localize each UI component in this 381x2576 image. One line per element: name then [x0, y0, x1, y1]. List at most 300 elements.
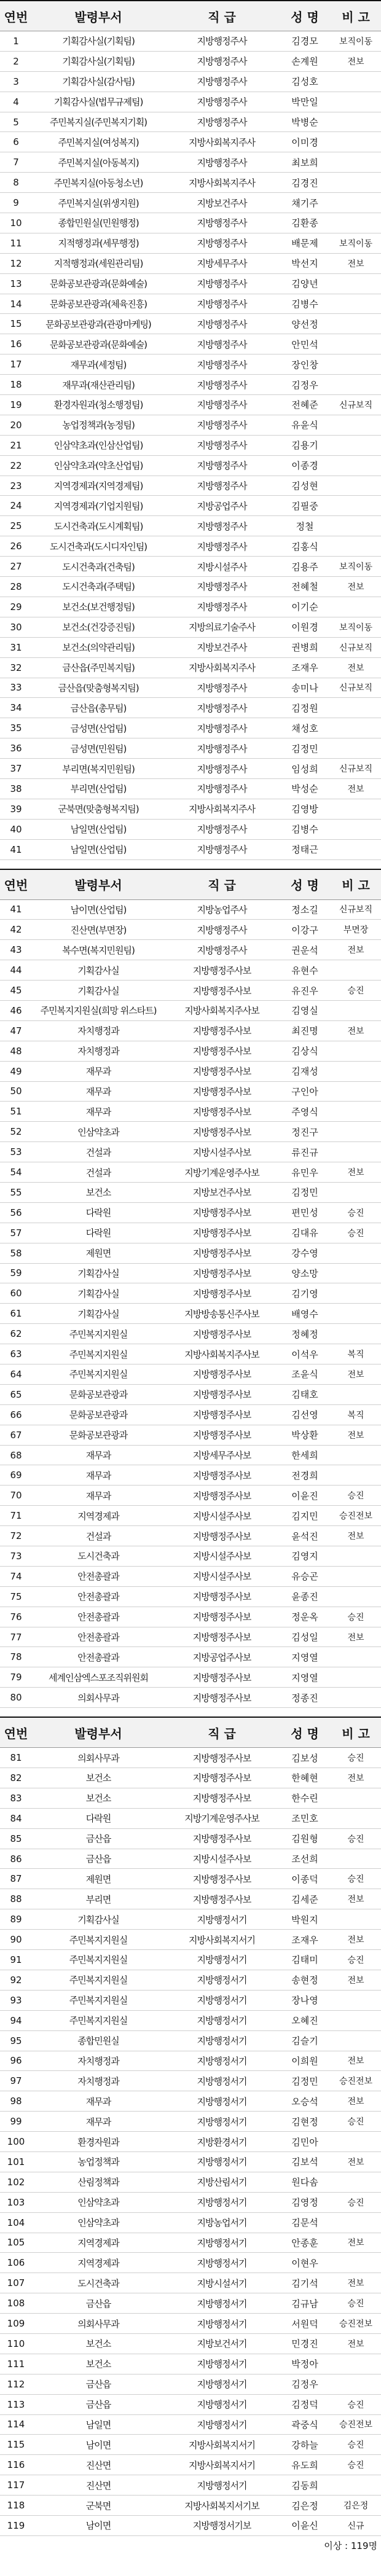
person-name: 김문석 — [279, 2212, 331, 2233]
department: 기획감사실 — [32, 1909, 165, 1930]
person-name: 김환종 — [279, 213, 331, 233]
grade: 지방행정서기보 — [165, 2515, 279, 2535]
department: 재무과 — [32, 2112, 165, 2132]
grade: 지방행정주사보 — [165, 1526, 279, 1546]
grade: 지방행정주사 — [165, 940, 279, 960]
table-row — [0, 536, 381, 557]
table-row — [0, 152, 381, 173]
remark: 전보 — [331, 1768, 381, 1788]
remark: 신규보직 — [331, 759, 381, 779]
person-name: 박병순 — [279, 112, 331, 132]
header-dept: 발령부서 — [32, 870, 165, 900]
grade: 지방행정주사 — [165, 718, 279, 738]
grade: 지방행정주사보 — [165, 1041, 279, 1061]
department: 진산면(부면장) — [32, 920, 165, 940]
department: 문화공보관광과 — [32, 1384, 165, 1404]
department: 주민복지실(위생지원) — [32, 193, 165, 213]
person-name: 김성호 — [279, 71, 331, 92]
row-number: 85 — [0, 1828, 32, 1849]
remark: 승진 — [331, 1828, 381, 1849]
row-number: 24 — [0, 496, 32, 516]
table-row — [0, 1950, 381, 1970]
header-note: 비 고 — [331, 1718, 381, 1748]
department: 안전총괄과 — [32, 1607, 165, 1627]
department: 종합민원실(민원행정) — [32, 213, 165, 233]
row-number: 41 — [0, 839, 32, 859]
row-number: 73 — [0, 1546, 32, 1567]
person-name: 배영수 — [279, 1304, 331, 1324]
grade: 지방행정주사보 — [165, 1243, 279, 1263]
row-number: 110 — [0, 2333, 32, 2354]
person-name: 안종훈 — [279, 2233, 331, 2253]
remark: 신규보직 — [331, 899, 381, 920]
grade: 지방행정주사 — [165, 233, 279, 253]
department: 군북면(맞춤형복지팀) — [32, 799, 165, 819]
department: 인삼약초과(약초산업팀) — [32, 455, 165, 476]
row-number: 83 — [0, 1788, 32, 1808]
remark: 전보 — [331, 1889, 381, 1909]
row-number: 22 — [0, 455, 32, 476]
remark — [331, 718, 381, 738]
grade: 지방행정서기 — [165, 2091, 279, 2112]
table-row — [0, 1667, 381, 1688]
grade: 지방행정주사보 — [165, 1081, 279, 1102]
department: 금산읍(주민복지팀) — [32, 657, 165, 678]
person-name: 채성호 — [279, 718, 331, 738]
table-row — [0, 1061, 381, 1081]
person-name: 김영방 — [279, 799, 331, 819]
table-row — [0, 839, 381, 859]
person-name: 김영정 — [279, 2192, 331, 2212]
remark: 승진 — [331, 1869, 381, 1889]
person-name: 조윤식 — [279, 1364, 331, 1385]
person-name: 유진우 — [279, 981, 331, 1001]
remark — [331, 314, 381, 334]
remark — [331, 1061, 381, 1081]
table-header-row — [0, 870, 381, 900]
grade: 지방행정주사보 — [165, 1263, 279, 1283]
person-name: 김정민 — [279, 1182, 331, 1202]
department: 지역경제과 — [32, 1506, 165, 1526]
grade: 지방행정주사 — [165, 334, 279, 354]
table-row — [0, 92, 381, 112]
grade: 지방행정주사 — [165, 455, 279, 476]
remark — [331, 1243, 381, 1263]
row-number: 103 — [0, 2192, 32, 2212]
grade: 지방행정주사 — [165, 395, 279, 415]
department: 인삼약초과 — [32, 2192, 165, 2212]
row-number: 7 — [0, 152, 32, 173]
table-row — [0, 2010, 381, 2030]
remark — [331, 1000, 381, 1020]
row-number: 39 — [0, 799, 32, 819]
grade: 지방행정서기 — [165, 2354, 279, 2374]
row-number: 98 — [0, 2091, 32, 2112]
header-no: 연번 — [0, 1718, 32, 1748]
person-name: 김원형 — [279, 1828, 331, 1849]
row-number: 12 — [0, 253, 32, 273]
remark — [331, 1182, 381, 1202]
table-row — [0, 2151, 381, 2172]
person-name: 원다솜 — [279, 2172, 331, 2192]
person-name: 배문제 — [279, 233, 331, 253]
table-row — [0, 1788, 381, 1808]
table-row — [0, 960, 381, 981]
header-note: 비 고 — [331, 1, 381, 31]
grade: 지방행정서기 — [165, 2374, 279, 2394]
remark — [331, 92, 381, 112]
row-number: 5 — [0, 112, 32, 132]
grade: 지방행정서기 — [165, 1950, 279, 1970]
person-name: 김정원 — [279, 698, 331, 718]
remark: 승진 — [331, 1486, 381, 1506]
department: 재무과 — [32, 1102, 165, 1122]
table-row — [0, 657, 381, 678]
department: 금산읍 — [32, 2374, 165, 2394]
person-name: 곽중식 — [279, 2414, 331, 2435]
department: 안전총괄과 — [32, 1586, 165, 1607]
grade: 지방행정주사 — [165, 51, 279, 71]
table-row — [0, 738, 381, 759]
person-name: 김기영 — [279, 1283, 331, 1304]
person-name: 전혜준 — [279, 395, 331, 415]
person-name: 오승석 — [279, 2091, 331, 2112]
grade: 지방방송통신주사보 — [165, 1304, 279, 1324]
remark — [331, 1566, 381, 1586]
person-name: 정운옥 — [279, 1607, 331, 1627]
table-row — [0, 2030, 381, 2051]
table-row — [0, 1283, 381, 1304]
row-number: 28 — [0, 577, 32, 597]
department: 금산읍(총무팀) — [32, 698, 165, 718]
remark: 신규보직 — [331, 395, 381, 415]
table-row — [0, 2374, 381, 2394]
row-number: 29 — [0, 597, 32, 617]
department: 남일면(산업팀) — [32, 819, 165, 839]
row-number: 108 — [0, 2293, 32, 2314]
person-name: 양소망 — [279, 1263, 331, 1283]
department: 지적행정과(세무행정) — [32, 233, 165, 253]
row-number: 44 — [0, 960, 32, 981]
person-name: 유민우 — [279, 1162, 331, 1183]
row-number: 106 — [0, 2253, 32, 2273]
table-row — [0, 981, 381, 1001]
grade: 지방행정주사보 — [165, 1768, 279, 1788]
grade: 지방행정주사 — [165, 819, 279, 839]
department: 안전총괄과 — [32, 1627, 165, 1647]
grade: 지방행정주사 — [165, 698, 279, 718]
person-name: 유현수 — [279, 960, 331, 981]
person-name: 김양년 — [279, 273, 331, 294]
table-row — [0, 2354, 381, 2374]
department: 재무과(세정팀) — [32, 354, 165, 375]
table-row — [0, 375, 381, 395]
remark — [331, 738, 381, 759]
remark — [331, 2172, 381, 2192]
remark: 승진 — [331, 1202, 381, 1223]
table-row — [0, 799, 381, 819]
department: 기획감사실(법무규제팀) — [32, 92, 165, 112]
table-row — [0, 273, 381, 294]
row-number: 96 — [0, 2051, 32, 2071]
remark — [331, 799, 381, 819]
department: 주민복지지원실(희망 위스타트) — [32, 1000, 165, 1020]
person-name: 박상환 — [279, 1425, 331, 1445]
remark: 승진 — [331, 2293, 381, 2314]
row-number: 100 — [0, 2132, 32, 2152]
row-number: 118 — [0, 2496, 32, 2516]
row-number: 74 — [0, 1566, 32, 1586]
person-name: 최진명 — [279, 1020, 331, 1041]
grade: 지방행정주사보 — [165, 1384, 279, 1404]
table-row — [0, 1243, 381, 1263]
person-name: 김태호 — [279, 1384, 331, 1404]
table-row — [0, 51, 381, 71]
person-name: 주영식 — [279, 1102, 331, 1122]
table-row — [0, 597, 381, 617]
row-number: 26 — [0, 536, 32, 557]
grade: 지방환경서기 — [165, 2132, 279, 2152]
table-row — [0, 1849, 381, 1869]
remark: 승진전보 — [331, 2414, 381, 2435]
person-name: 정혜정 — [279, 1324, 331, 1344]
row-number: 93 — [0, 1990, 32, 2010]
grade: 지방행정주사보 — [165, 1223, 279, 1243]
grade: 지방행정주사보 — [165, 1828, 279, 1849]
department: 도시건축과(건축팀) — [32, 557, 165, 577]
department: 안전총괄과 — [32, 1566, 165, 1586]
remark: 보직이동 — [331, 557, 381, 577]
grade: 지방행정서기 — [165, 2010, 279, 2030]
grade: 지방행정주사보 — [165, 1627, 279, 1647]
remark: 전보 — [331, 1364, 381, 1385]
row-number: 49 — [0, 1061, 32, 1081]
remark — [331, 1909, 381, 1930]
remark — [331, 2030, 381, 2051]
section-gap — [0, 1708, 381, 1717]
person-name: 조민호 — [279, 1808, 331, 1828]
row-number: 94 — [0, 2010, 32, 2030]
row-number: 48 — [0, 1041, 32, 1061]
table-row — [0, 759, 381, 779]
table-row — [0, 2212, 381, 2233]
grade: 지방행정주사보 — [165, 1667, 279, 1688]
remark: 전보 — [331, 1930, 381, 1950]
remark — [331, 516, 381, 536]
grade: 지방사회복지주사 — [165, 173, 279, 193]
remark: 전보 — [331, 1425, 381, 1445]
row-number: 77 — [0, 1627, 32, 1647]
table-row — [0, 1506, 381, 1526]
table-row — [0, 1404, 381, 1425]
person-name: 김지민 — [279, 1506, 331, 1526]
grade: 지방행정주사 — [165, 273, 279, 294]
grade: 지방공업주사보 — [165, 1647, 279, 1667]
remark: 복직 — [331, 1404, 381, 1425]
department: 자치행정과 — [32, 2051, 165, 2071]
row-number: 9 — [0, 193, 32, 213]
grade: 지방행정주사보 — [165, 1425, 279, 1445]
table-row — [0, 2475, 381, 2496]
remark: 전보 — [331, 2051, 381, 2071]
remark: 전보 — [331, 2233, 381, 2253]
table-row — [0, 2071, 381, 2091]
department: 기획감사실(기획팀) — [32, 31, 165, 52]
remark: 전보 — [331, 940, 381, 960]
department: 남이면 — [32, 2435, 165, 2455]
remark: 승진 — [331, 2394, 381, 2414]
row-number: 14 — [0, 294, 32, 314]
grade: 지방행정서기 — [165, 2394, 279, 2414]
person-name: 한세희 — [279, 1445, 331, 1465]
remark — [331, 1324, 381, 1344]
department: 도시건축과 — [32, 1546, 165, 1567]
person-name: 김대유 — [279, 1223, 331, 1243]
table-row — [0, 112, 381, 132]
table-row — [0, 233, 381, 253]
department: 자치행정과 — [32, 1020, 165, 1041]
remark: 복직 — [331, 1344, 381, 1364]
grade: 지방행정서기 — [165, 2414, 279, 2435]
grade: 지방행정주사 — [165, 435, 279, 455]
person-name: 한수린 — [279, 1788, 331, 1808]
grade: 지방행정주사 — [165, 92, 279, 112]
remark — [331, 2253, 381, 2273]
person-name: 손계원 — [279, 51, 331, 71]
person-name: 이석우 — [279, 1344, 331, 1364]
row-number: 33 — [0, 678, 32, 698]
remark: 전보 — [331, 657, 381, 678]
table-row — [0, 132, 381, 152]
department: 재무과 — [32, 1445, 165, 1465]
remark: 전보 — [331, 1162, 381, 1183]
grade: 지방행정주사 — [165, 920, 279, 940]
department: 문화공보관광과(문화예술) — [32, 273, 165, 294]
remark — [331, 1445, 381, 1465]
remark — [331, 1808, 381, 1828]
department: 주민복지지원실 — [32, 1324, 165, 1344]
remark — [331, 536, 381, 557]
remark — [331, 2475, 381, 2496]
department: 다락원 — [32, 1202, 165, 1223]
department: 부리면 — [32, 1889, 165, 1909]
row-number: 47 — [0, 1020, 32, 1041]
department: 보건소 — [32, 2333, 165, 2354]
grade: 지방사회복지주사 — [165, 657, 279, 678]
remark — [331, 273, 381, 294]
header-name: 성 명 — [279, 1718, 331, 1748]
department: 재무과 — [32, 1486, 165, 1506]
grade: 지방행정주사 — [165, 375, 279, 395]
row-number: 102 — [0, 2172, 32, 2192]
table-row — [0, 1182, 381, 1202]
grade: 지방행정서기 — [165, 2030, 279, 2051]
department: 재무과 — [32, 1465, 165, 1486]
person-name: 김태미 — [279, 1950, 331, 1970]
person-name: 김슬기 — [279, 2030, 331, 2051]
department: 금성면(민원팀) — [32, 738, 165, 759]
row-number: 105 — [0, 2233, 32, 2253]
row-number: 60 — [0, 1283, 32, 1304]
table-row — [0, 1425, 381, 1445]
table-row — [0, 1162, 381, 1183]
row-number: 42 — [0, 920, 32, 940]
department: 주민복지실(여성복지) — [32, 132, 165, 152]
remark — [331, 132, 381, 152]
person-name: 장인창 — [279, 354, 331, 375]
person-name: 권운석 — [279, 940, 331, 960]
row-number: 117 — [0, 2475, 32, 2496]
grade: 지방행정주사 — [165, 738, 279, 759]
row-number: 109 — [0, 2314, 32, 2334]
person-name: 김경모 — [279, 31, 331, 52]
remark — [331, 1990, 381, 2010]
row-number: 104 — [0, 2212, 32, 2233]
person-name: 김선영 — [279, 1404, 331, 1425]
table-row — [0, 294, 381, 314]
remark: 전보 — [331, 1627, 381, 1647]
person-name: 장나영 — [279, 1990, 331, 2010]
table-row — [0, 334, 381, 354]
table-row — [0, 1586, 381, 1607]
row-number: 57 — [0, 1223, 32, 1243]
department: 건설과 — [32, 1526, 165, 1546]
row-number: 46 — [0, 1000, 32, 1020]
grade: 지방행정서기 — [165, 2233, 279, 2253]
department: 문화공보관광과(체육진흥) — [32, 294, 165, 314]
table-row — [0, 1808, 381, 1828]
header-no: 연번 — [0, 1, 32, 31]
person-name: 유승곤 — [279, 1566, 331, 1586]
table-row — [0, 1768, 381, 1788]
table-row — [0, 193, 381, 213]
person-name: 정진구 — [279, 1122, 331, 1142]
table-row — [0, 920, 381, 940]
table-row — [0, 1102, 381, 1122]
row-number: 63 — [0, 1344, 32, 1364]
department: 의회사무과 — [32, 1748, 165, 1768]
remark — [331, 819, 381, 839]
remark — [331, 1263, 381, 1283]
grade: 지방행정주사보 — [165, 1020, 279, 1041]
row-number: 88 — [0, 1889, 32, 1909]
remark — [331, 1647, 381, 1667]
table-row — [0, 1020, 381, 1041]
department: 재무과 — [32, 2091, 165, 2112]
grade: 지방세무주사 — [165, 253, 279, 273]
row-number: 114 — [0, 2414, 32, 2435]
department: 자치행정과 — [32, 2071, 165, 2091]
row-number: 21 — [0, 435, 32, 455]
person-name: 서원덕 — [279, 2314, 331, 2334]
table-row — [0, 71, 381, 92]
table-row — [0, 213, 381, 233]
department: 금산읍 — [32, 1828, 165, 1849]
table-row — [0, 31, 381, 52]
person-name: 이현우 — [279, 2253, 331, 2273]
table-row — [0, 1526, 381, 1546]
table-row — [0, 2192, 381, 2212]
grade: 지방공업주사 — [165, 496, 279, 516]
table-row — [0, 2455, 381, 2475]
row-number: 43 — [0, 940, 32, 960]
row-number: 75 — [0, 1586, 32, 1607]
department: 부리면(복지민원팀) — [32, 759, 165, 779]
remark — [331, 1142, 381, 1162]
remark — [331, 435, 381, 455]
person-name: 김용기 — [279, 435, 331, 455]
grade: 지방시설주사보 — [165, 1849, 279, 1869]
